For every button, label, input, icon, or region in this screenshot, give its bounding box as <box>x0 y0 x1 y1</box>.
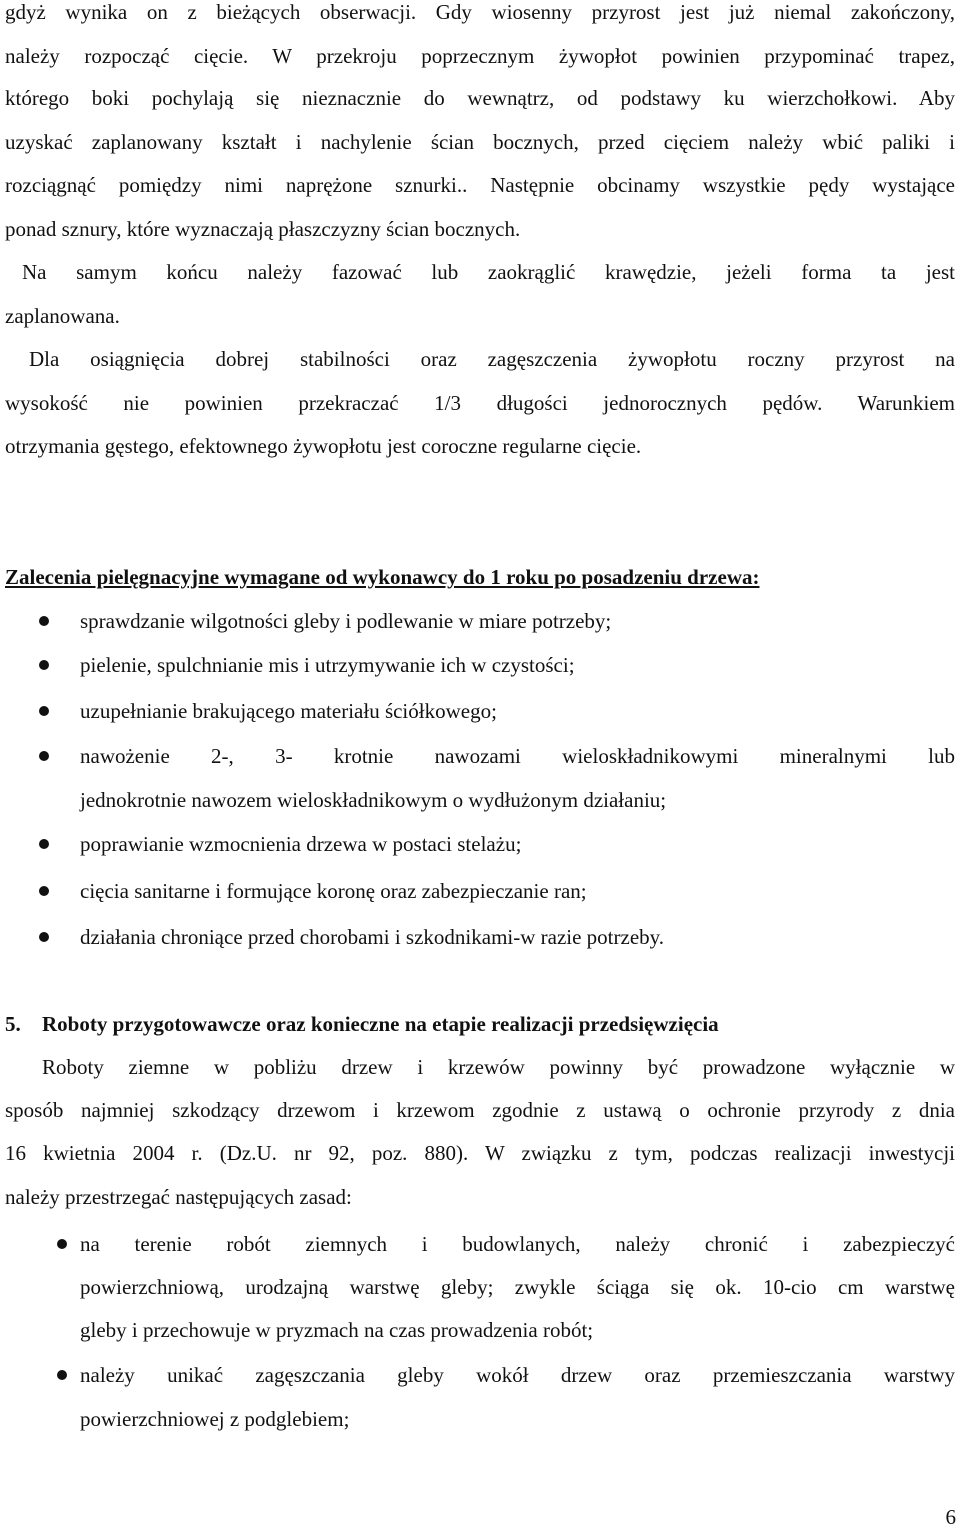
care-heading: Zalecenia pielęgnacyjne wymagane od wykonawcy do 1 roku po posadzeniu drzewa: <box>5 565 760 589</box>
text-line: Roboty ziemne w pobliżu drzew i krzewów powinny być prowadzone wyłącznie w <box>42 1055 955 1079</box>
list-item-text: powierzchniową, urodzajną warstwę gleby; zwykle ściąga się ok. 10-cio cm warstwę <box>80 1275 955 1299</box>
bullet-icon <box>57 1239 67 1249</box>
text-line: uzyskać zaplanowany kształt i nachylenie ścian bocznych, przed cięciem należy wbić paliki i <box>5 130 955 154</box>
text-line: Na samym końcu należy fazować lub zaokrąglić krawędzie, jeżeli forma ta jest <box>22 260 955 284</box>
section-title: Roboty przygotowawcze oraz konieczne na etapie realizacji przedsięwzięcia <box>42 1012 719 1036</box>
list-item <box>5 599 955 643</box>
list-item-text: sprawdzanie wilgotności gleby i podlewanie w miare potrzeby; <box>80 609 612 633</box>
list-item-text: nawożenie 2-, 3- krotnie nawozami wieloskładnikowymi mineralnymi lub <box>80 744 955 768</box>
text-line: należy rozpocząć cięcie. W przekroju poprzecznym żywopłot powinien przypominać trapez, <box>5 44 955 68</box>
list-item-text: pielenie, spulchnianie mis i utrzymywanie ich w czystości; <box>80 653 575 677</box>
list-item-text: jednokrotnie nawozem wieloskładnikowym o wydłużonym działaniu; <box>80 788 667 812</box>
list-item-continuation <box>5 1308 955 1352</box>
list-item-text: na terenie robót ziemnych i budowlanych, należy chronić i zabezpieczyć <box>80 1232 955 1256</box>
bullet-icon <box>39 886 49 896</box>
text-line: należy przestrzegać następujących zasad: <box>5 1185 352 1209</box>
bullet-icon <box>57 1370 67 1380</box>
list-item-continuation <box>5 1397 955 1441</box>
list-item-text: poprawianie wzmocnienia drzewa w postaci stelażu; <box>80 832 522 856</box>
list-item <box>5 915 955 959</box>
list-item <box>5 1353 955 1397</box>
text-line: Dla osiągnięcia dobrej stabilności oraz zagęszczenia żywopłotu roczny przyrost na <box>29 347 955 371</box>
text-line: sposób najmniej szkodzący drzewom i krzewom zgodnie z ustawą o ochronie przyrody z dnia <box>5 1098 955 1122</box>
bullet-icon <box>39 932 49 942</box>
text-line: zaplanowana. <box>5 304 120 328</box>
page-number: 6 <box>945 1505 956 1529</box>
list-item-text: gleby i przechowuje w pryzmach na czas prowadzenia robót; <box>80 1318 594 1342</box>
list-item-text: należy unikać zagęszczania gleby wokół drzew oraz przemieszczania warstwy <box>80 1363 955 1387</box>
list-item <box>5 1222 955 1266</box>
bullet-icon <box>39 616 49 626</box>
list-item <box>5 822 955 866</box>
text-line: 16 kwietnia 2004 r. (Dz.U. nr 92, poz. 880). W związku z tym, podczas realizacji inwestycji <box>5 1141 955 1165</box>
bullet-icon <box>39 751 49 761</box>
list-item <box>5 869 955 913</box>
text-line: wysokość nie powinien przekraczać 1/3 długości jednorocznych pędów. Warunkiem <box>5 391 955 415</box>
text-line: otrzymania gęstego, efektownego żywopłotu jest coroczne regularne cięcie. <box>5 434 642 458</box>
bullet-icon <box>39 706 49 716</box>
text-line: gdyż wynika on z bieżących obserwacji. Gdy wiosenny przyrost jest już niemal zakończony, <box>5 0 955 24</box>
list-item <box>5 689 955 733</box>
text-line: którego boki pochylają się nieznacznie do wewnątrz, od podstawy ku wierzchołkowi. Aby <box>5 86 955 110</box>
bullet-icon <box>39 839 49 849</box>
list-item-continuation <box>5 1265 955 1309</box>
text-line: rozciągnąć pomiędzy nimi naprężone sznurki.. Następnie obcinamy wszystkie pędy wystające <box>5 173 955 197</box>
bullet-icon <box>39 660 49 670</box>
list-item <box>5 734 955 778</box>
list-item <box>5 643 955 687</box>
list-item-text: działania chroniące przed chorobami i szkodnikami-w razie potrzeby. <box>80 925 665 949</box>
text-line: ponad sznury, które wyznaczają płaszczyzny ścian bocznych. <box>5 217 521 241</box>
list-item-continuation <box>5 778 955 822</box>
list-item-text: powierzchniowej z podglebiem; <box>80 1407 350 1431</box>
list-item-text: cięcia sanitarne i formujące koronę oraz zabezpieczanie ran; <box>80 879 587 903</box>
list-item-text: uzupełnianie brakującego materiału ściółkowego; <box>80 699 497 723</box>
section-number: 5. <box>5 1012 21 1036</box>
